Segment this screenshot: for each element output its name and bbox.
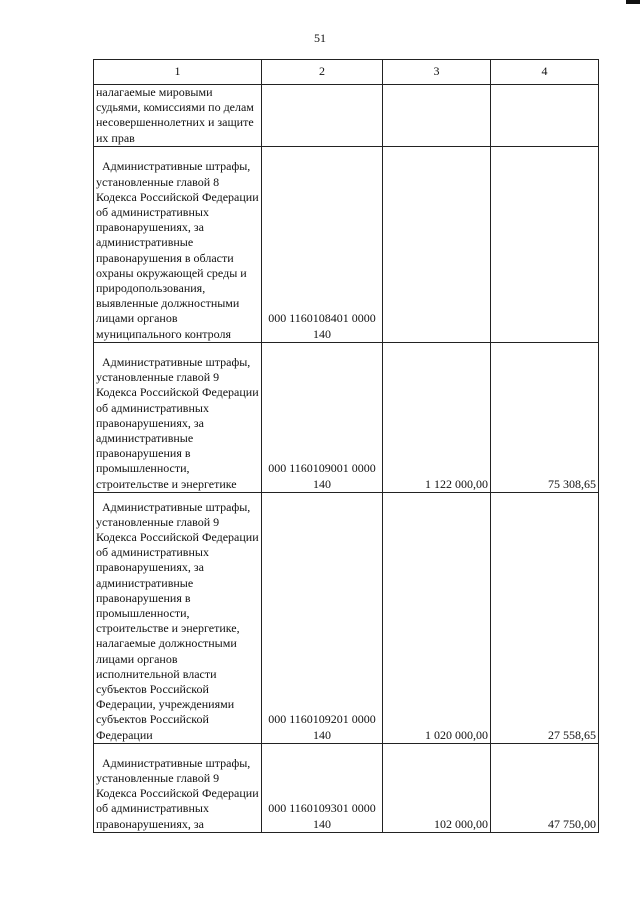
row-code: 000 1160108401 0000 140	[262, 146, 383, 342]
table-row	[94, 342, 599, 492]
row-value-col3	[383, 146, 491, 342]
table-header-row	[94, 60, 599, 85]
row-code: 000 1160109301 0000 140	[262, 743, 383, 832]
page-corner-mark	[626, 0, 640, 4]
table-row	[94, 146, 599, 342]
row-value-col4	[491, 85, 599, 147]
column-header-3: 3	[383, 60, 491, 85]
row-description: Административные штрафы, установленные главой 9 Кодекса Российской Федерации об административных правонарушениях, за административные правонарушения в промышленности, строительстве и энергетике	[94, 342, 262, 492]
row-code: 000 1160109201 0000 140	[262, 492, 383, 743]
table-row	[94, 85, 599, 147]
row-value-col4: 47 750,00	[491, 743, 599, 832]
table-row	[94, 743, 599, 832]
row-value-col4	[491, 146, 599, 342]
row-value-col4: 27 558,65	[491, 492, 599, 743]
row-description: Административные штрафы, установленные главой 9 Кодекса Российской Федерации об административных правонарушениях, за	[94, 743, 262, 832]
page-number: 51	[314, 31, 326, 45]
column-header-2: 2	[262, 60, 383, 85]
row-description: Административные штрафы, установленные главой 8 Кодекса Российской Федерации об административных правонарушениях, за административные правонарушения в области охраны окружающей среды и природопользования, выявленные должностными лицами органов муниципального контроля	[94, 146, 262, 342]
row-description: Административные штрафы, установленные главой 9 Кодекса Российской Федерации об административных правонарушениях, за административные правонарушения в промышленности, строительстве и энергетике, налагаемые должностными лицами органов исполнительной власти субъектов Российской Федерации, учреждениями субъектов Российской Федерации	[94, 492, 262, 743]
row-value-col3: 102 000,00	[383, 743, 491, 832]
row-value-col4: 75 308,65	[491, 342, 599, 492]
row-value-col3: 1 122 000,00	[383, 342, 491, 492]
row-value-col3	[383, 85, 491, 147]
row-code	[262, 85, 383, 147]
table-row	[94, 492, 599, 743]
column-header-1: 1	[94, 60, 262, 85]
revenue-table	[93, 59, 599, 833]
row-value-col3: 1 020 000,00	[383, 492, 491, 743]
row-code: 000 1160109001 0000 140	[262, 342, 383, 492]
row-description: налагаемые мировыми судьями, комиссиями по делам несовершеннолетних и защите их прав	[94, 85, 262, 147]
column-header-4: 4	[491, 60, 599, 85]
